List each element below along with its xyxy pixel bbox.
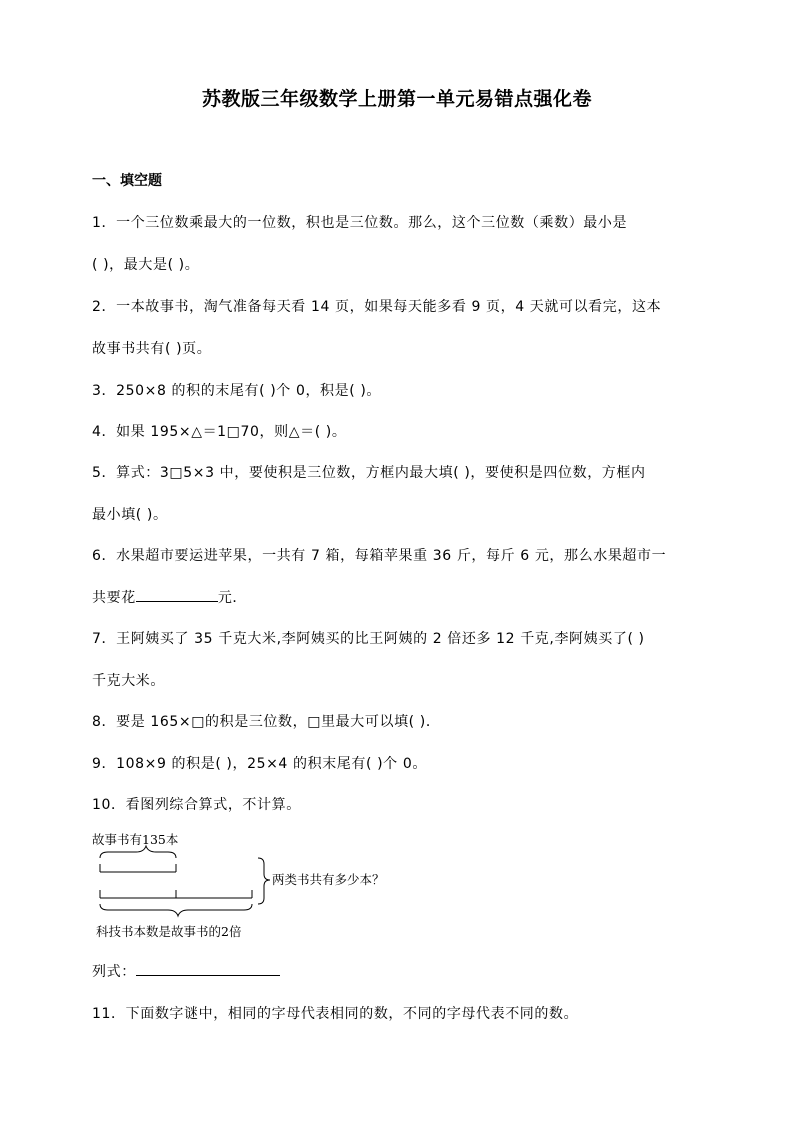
formula-blank[interactable] <box>136 963 280 976</box>
question-2-line-2: 故事书共有( )页。 <box>92 341 212 357</box>
book-diagram <box>92 828 412 943</box>
section-heading-fill-blank: 一、填空题 <box>92 173 162 189</box>
question-5-line-1: 5．算式：3□5×3 中，要使积是三位数，方框内最大填( )，要使积是四位数，方框内 <box>92 465 646 481</box>
diagram-right-label: 两类书共有多少本？ <box>272 872 385 887</box>
answer-blank[interactable] <box>136 589 218 602</box>
page-title: 苏教版三年级数学上册第一单元易错点强化卷 <box>201 88 592 110</box>
formula-label: 列式： <box>92 964 136 980</box>
question-6-line-2 <box>92 587 247 607</box>
question-7-line-1: 7．王阿姨买了 35 千克大米,李阿姨买的比王阿姨的 2 倍还多 12 千克,李阿姨买了( ) <box>92 631 645 647</box>
top-brace <box>100 846 176 858</box>
diagram-top-label: 故事书有135本 <box>92 832 179 847</box>
question-5-line-2: 最小填( )。 <box>92 507 168 523</box>
question-6-line-1: 6．水果超市要运进苹果，一共有 7 箱，每箱苹果重 36 斤，每斤 6 元，那么水果超市一 <box>92 548 667 564</box>
right-brace <box>258 858 270 904</box>
question-2-line-1: 2．一本故事书，淘气准备每天看 14 页，如果每天能多看 9 页，4 天就可以看完，这本 <box>92 299 662 315</box>
question-11: 11．下面数字谜中，相同的字母代表相同的数，不同的字母代表不同的数。 <box>92 1006 579 1022</box>
question-10: 10．看图列综合算式，不计算。 <box>92 797 301 813</box>
question-7-line-2: 千克大米。 <box>92 673 165 689</box>
question-4: 4．如果 195×△＝1□70，则△＝( )。 <box>92 424 347 440</box>
question-6-suffix: 元． <box>217 590 248 606</box>
diagram-bottom-label: 科技书本数是故事书的2倍 <box>96 924 242 939</box>
formula-line <box>92 961 280 981</box>
question-8: 8．要是 165×□的积是三位数，□里最大可以填( )． <box>92 714 441 730</box>
question-1-line-1: 1．一个三位数乘最大的一位数，积也是三位数。那么，这个三位数（乘数）最小是 <box>92 215 628 231</box>
question-3: 3．250×8 的积的末尾有( )个 0，积是( )。 <box>92 383 382 399</box>
question-6-prefix: 共要花 <box>92 590 136 606</box>
question-9: 9．108×9 的积是( )，25×4 的积末尾有( )个 0。 <box>92 756 427 772</box>
question-1-line-2: ( )，最大是( )。 <box>92 257 200 273</box>
bottom-brace <box>100 904 252 916</box>
